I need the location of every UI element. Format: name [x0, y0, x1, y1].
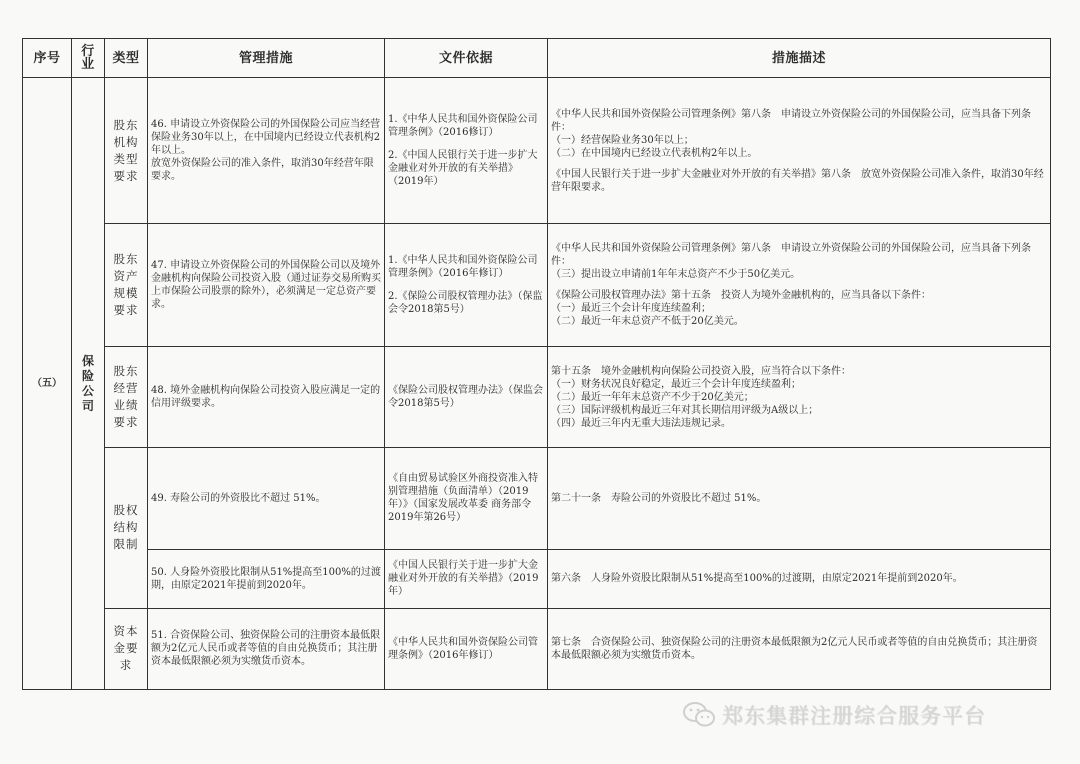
table-row	[23, 549, 1051, 608]
type-cell	[105, 447, 148, 608]
type-label: 股权结构限制	[113, 503, 139, 552]
watermark-text: 郑东集群注册综合服务平台	[722, 704, 986, 728]
desc-cell	[548, 549, 1051, 608]
measure-line: 51. 合资保险公司、独资保险公司的注册资本最低限额为2亿元人民币或者等值的自由兑换货币；其注册资本最低限额必须为实缴货币资本。	[151, 630, 381, 668]
basis-line: 1.《中华人民共和国外资保险公司管理条例》（2016修订）	[388, 114, 538, 139]
type-cell	[105, 224, 148, 347]
basis-line: 1.《中华人民共和国外资保险公司管理条例》（2016年修订）	[388, 255, 538, 280]
header-desc: 措施描述	[548, 39, 1051, 78]
basis-line: 《保险公司股权管理办法》（保监会令2018第5号）	[388, 385, 543, 409]
measure-line: 48. 境外金融机构向保险公司投资入股应满足一定的信用评级要求。	[151, 385, 381, 409]
basis-line: 《中华人民共和国外资保险公司管理条例》（2016年修订）	[388, 636, 538, 661]
desc-cell	[548, 447, 1051, 549]
desc-line: （二）最近一年末总资产不低于20亿美元。	[551, 316, 744, 328]
type-cell	[105, 78, 148, 224]
type-label: 股东资产规模要求	[113, 252, 139, 318]
desc-line: 第二十一条 寿险公司的外资股比不超过 51%。	[551, 492, 767, 504]
basis-cell	[385, 224, 548, 347]
header-type: 类型	[105, 39, 148, 78]
section-industry: 保险公司	[81, 353, 94, 413]
desc-line: （二）在中国境内已经设立代表机构2年以上。	[551, 147, 758, 159]
desc-line: 《中国人民银行关于进一步扩大金融业对外开放的有关举措》第八条 放宽外资保险公司准入条件，取消30年经营年限要求。	[551, 168, 1044, 193]
header-basis: 文件依据	[385, 39, 548, 78]
section-seq-cell	[23, 78, 72, 690]
basis-line: 2.《保险公司股权管理办法》（保监会令2018第5号）	[388, 291, 543, 316]
type-label: 资本金要求	[113, 624, 139, 673]
desc-line: 《中华人民共和国外资保险公司管理条例》第八条 申请设立外资保险公司的外国保险公司，应当具备下列条件：	[551, 108, 1031, 133]
table-row	[23, 347, 1051, 447]
desc-line: （二）最近一年年末总资产不少于20亿美元；	[551, 391, 754, 403]
desc-cell	[548, 224, 1051, 347]
measure-cell	[148, 78, 385, 224]
desc-line: （三）国际评级机构最近三年对其长期信用评级为A级以上；	[551, 404, 819, 416]
measure-cell	[148, 447, 385, 549]
watermark	[682, 700, 986, 730]
measure-cell	[148, 224, 385, 347]
measure-line: 47. 申请设立外资保险公司的外国保险公司以及境外金融机构向保险公司投资入股（通过证券交易所购买上市保险公司股票的除外），必须满足一定总资产要求。	[151, 260, 381, 311]
table-row	[23, 78, 1051, 224]
basis-cell	[385, 78, 548, 224]
measure-cell	[148, 549, 385, 608]
measure-cell	[148, 347, 385, 447]
basis-line: 《中国人民银行关于进一步扩大金融业对外开放的有关举措》（2019年）	[388, 560, 539, 598]
desc-line: 《中华人民共和国外资保险公司管理条例》第八条 申请设立外资保险公司的外国保险公司，应当具备下列条件：	[551, 243, 1031, 268]
table-row	[23, 224, 1051, 347]
desc-line: 第七条 合资保险公司、独资保险公司的注册资本最低限额为2亿元人民币或者等值的自由兑换货币；其注册资本最低限额必须为实缴货币资本。	[551, 636, 1038, 661]
desc-line: （一）财务状况良好稳定，最近三个会计年度连续盈利；	[551, 378, 801, 390]
header-seq: 序号	[23, 39, 72, 78]
table-row	[23, 608, 1051, 689]
desc-line: （四）最近三年内无重大违法违规记录。	[551, 417, 731, 429]
regulation-table-page	[22, 38, 1050, 690]
basis-cell	[385, 447, 548, 549]
measure-line: 50. 人身险外资股比限制从51%提高至100%的过渡期，由原定2021年提前到2020年。	[151, 566, 381, 591]
basis-cell	[385, 549, 548, 608]
table-row	[23, 447, 1051, 549]
desc-line: 《保险公司股权管理办法》第十五条 投资人为境外金融机构的，应当具备以下条件：	[551, 290, 931, 302]
desc-line: 第十五条 境外金融机构向保险公司投资入股，应当符合以下条件：	[551, 365, 851, 377]
regulation-table	[22, 38, 1051, 690]
desc-cell	[548, 347, 1051, 447]
type-cell	[105, 608, 148, 689]
basis-cell	[385, 608, 548, 689]
desc-line: （一）最近三个会计年度连续盈利；	[551, 303, 711, 315]
desc-cell	[548, 78, 1051, 224]
paragraph-gap	[551, 160, 1047, 168]
type-cell	[105, 347, 148, 447]
paragraph-gap	[551, 281, 1047, 289]
desc-line: 第六条 人身险外资股比限制从51%提高至100%的过渡期，由原定2021年提前到2020年。	[551, 573, 963, 585]
measure-cell	[148, 608, 385, 689]
desc-cell	[548, 608, 1051, 689]
wechat-icon	[682, 701, 716, 729]
header-row	[23, 39, 1051, 78]
basis-line: 2.《中国人民银行关于进一步扩大金融业对外开放的有关举措》（2019年）	[388, 150, 538, 188]
measure-line: 49. 寿险公司的外资股比不超过 51%。	[151, 492, 326, 504]
measure-line: 放宽外资保险公司的准入条件，取消30年经营年限要求。	[151, 158, 374, 183]
basis-line: 《自由贸易试验区外商投资准入特别管理措施（负面清单）（2019 年）》（国家发展改革委 商务部令2019年第26号）	[388, 473, 538, 524]
type-label: 股东机构类型要求	[113, 117, 139, 183]
header-industry: 行业	[72, 39, 105, 78]
desc-line: （一）经营保险业务30年以上；	[551, 134, 694, 146]
section-industry-cell	[72, 78, 105, 690]
type-label: 股东经营业绩要求	[113, 364, 139, 429]
section-seq: （五）	[32, 378, 62, 389]
measure-line: 46. 申请设立外资保险公司的外国保险公司应当经营保险业务30年以上，在中国境内已经设立代表机构2年以上。	[151, 119, 381, 157]
desc-line: （三）提出设立申请前1年年末总资产不少于50亿美元。	[551, 269, 801, 281]
table-body	[23, 78, 1051, 690]
header-measure: 管理措施	[148, 39, 385, 78]
basis-cell	[385, 347, 548, 447]
